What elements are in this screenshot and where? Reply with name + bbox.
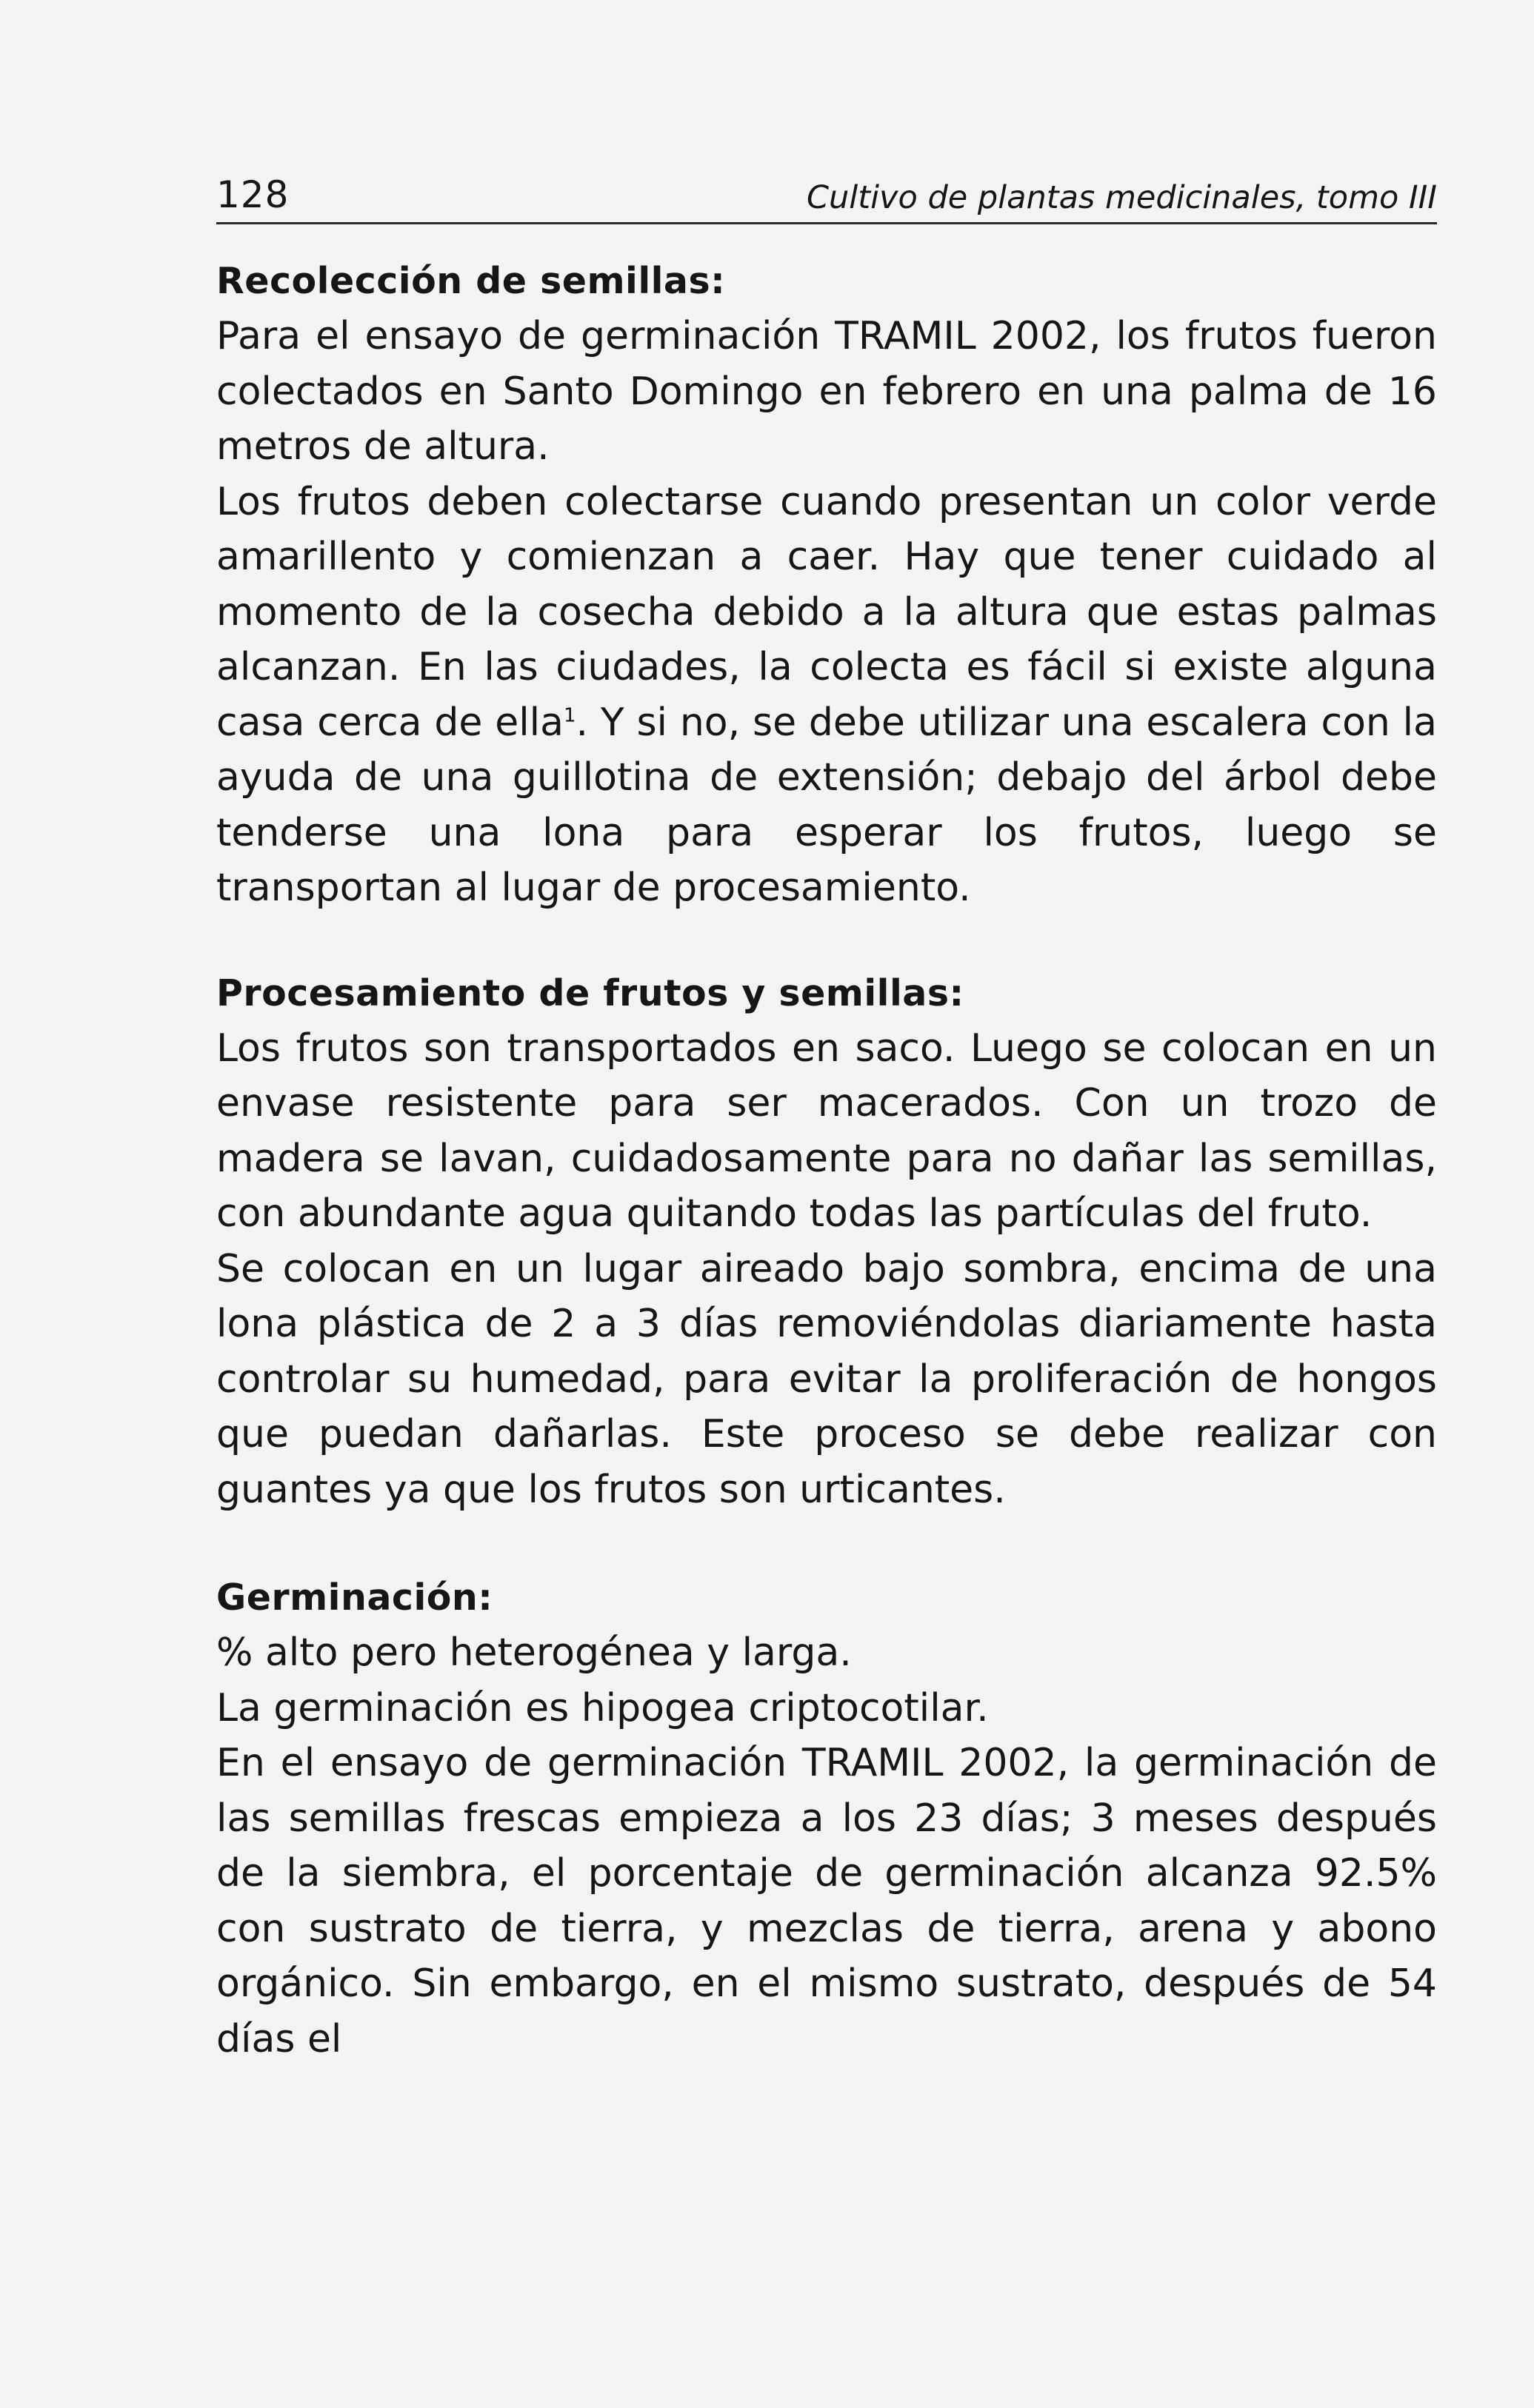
paragraph: La germinación es hipogea criptocotilar. bbox=[216, 1685, 989, 1730]
paragraph: % alto pero heterogénea y larga. bbox=[216, 1631, 852, 1675]
paragraph-text: . Y si no, se debe utilizar una escalera con la ayuda de una guillotina de extensión; debajo del árbol debe tenderse una lona para esperar los frutos, luego se transportan al lugar de procesamiento. bbox=[216, 700, 1437, 910]
running-title: Cultivo de plantas medicinales, tomo III bbox=[807, 179, 1437, 216]
document-page bbox=[216, 163, 1437, 2067]
paragraph-text: Los frutos deben colectarse cuando presentan un color verde amarillento y comienzan a caer. Hay que tener cuidado al momento de la cosecha debido a la altura que estas palmas alcanzan. En las ciudades, la colecta es fácil si existe alguna casa cerca de ella bbox=[216, 479, 1437, 745]
paragraph: Para el ensayo de germinación TRAMIL 2002, los frutos fueron colectados en Santo Domingo en febrero en una palma de 16 metros de altura. bbox=[216, 314, 1437, 469]
paragraph: En el ensayo de germinación TRAMIL 2002, la germinación de las semillas frescas empieza a los 23 días; 3 meses después de la siembra, el porcentaje de germinación alcanza 92.5% con sustrato de tierra, y mezclas de tierra, arena y abono orgánico. Sin embargo, en el mismo sustrato, después de 54 días el bbox=[216, 1741, 1437, 2061]
footnote-marker: 1 bbox=[563, 704, 576, 727]
page-header bbox=[216, 163, 1437, 224]
page-number: 128 bbox=[216, 173, 290, 216]
section-heading: Germinación: bbox=[216, 1576, 493, 1619]
section-procesamiento bbox=[216, 966, 1437, 1518]
section-germinacion bbox=[216, 1571, 1437, 2067]
paragraph bbox=[216, 475, 1437, 916]
paragraph: Se colocan en un lugar aireado bajo sombra, encima de una lona plástica de 2 a 3 días removiéndolas diariamente hasta controlar su humedad, para evitar la proliferación de hongos que puedan dañarlas. Este proceso se debe realizar con guantes ya que los frutos son urticantes. bbox=[216, 1246, 1437, 1512]
paragraph: Los frutos son transportados en saco. Luego se colocan en un envase resistente para ser macerados. Con un trozo de madera se lavan, cuidadosamente para no dañar las semillas, con abundante agua quitando todas las partículas del fruto. bbox=[216, 1026, 1437, 1236]
section-recoleccion bbox=[216, 254, 1437, 916]
section-heading: Procesamiento de frutos y semillas: bbox=[216, 971, 964, 1014]
section-heading: Recolección de semillas: bbox=[216, 260, 726, 302]
